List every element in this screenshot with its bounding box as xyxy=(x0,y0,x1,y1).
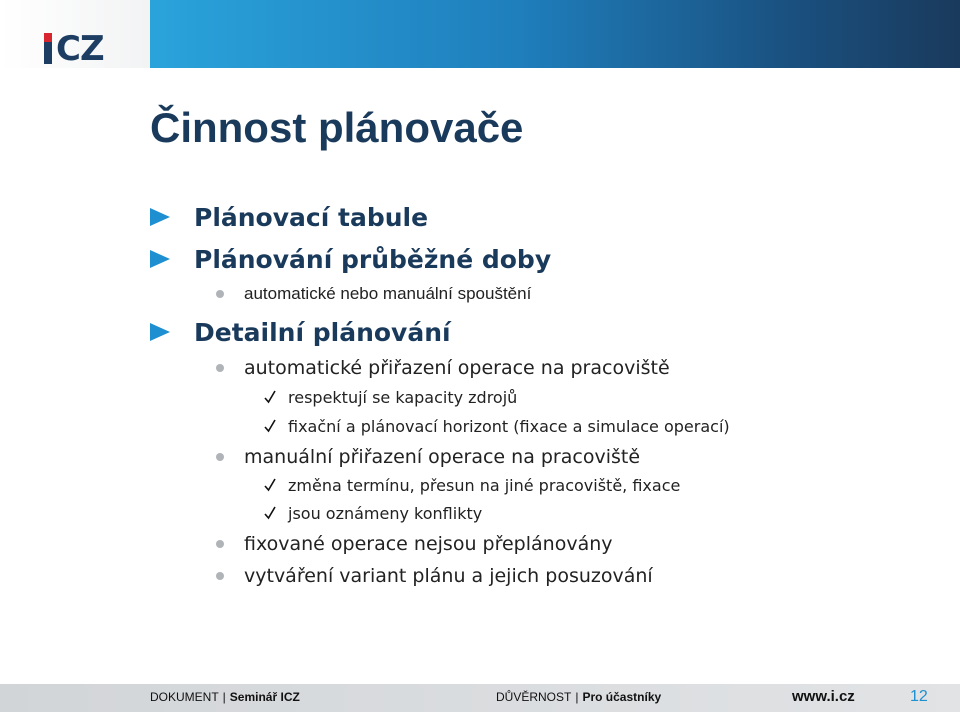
page-number: 12 xyxy=(910,688,928,705)
header-band xyxy=(150,0,960,68)
dot-bullet-icon xyxy=(216,453,224,461)
checkmark-icon xyxy=(264,389,276,405)
bullet-text: Plánovací tabule xyxy=(194,202,429,232)
bullet-level1 xyxy=(150,314,451,350)
footer-confidentiality xyxy=(496,690,661,704)
dot-bullet-icon xyxy=(216,290,224,298)
icz-logo xyxy=(44,29,104,69)
bullet-level3 xyxy=(264,413,730,439)
footer-conf-value: Pro účastníky xyxy=(582,690,662,704)
footer-separator: | xyxy=(222,690,226,704)
bullet-level1 xyxy=(150,199,428,235)
footer-document xyxy=(150,690,300,704)
footer-doc-label: DOKUMENT xyxy=(150,690,219,704)
bullet-text: Plánování průběžné doby xyxy=(194,244,552,274)
dot-bullet-icon xyxy=(216,572,224,580)
bullet-text: automatické přiřazení operace na pracoviště xyxy=(244,357,670,379)
checkmark-icon xyxy=(264,418,276,434)
bullet-text: respektují se kapacity zdrojů xyxy=(288,387,518,407)
bullet-text: jsou oznámeny konflikty xyxy=(288,503,483,523)
footer-conf-label: DŮVĚRNOST xyxy=(496,690,572,704)
checkmark-icon xyxy=(264,505,276,521)
bullet-text: Detailní plánování xyxy=(194,317,451,347)
checkmark-icon xyxy=(264,477,276,493)
bullet-level3 xyxy=(264,472,680,498)
footer-website-link[interactable]: www.i.cz xyxy=(792,688,855,705)
dot-bullet-icon xyxy=(216,540,224,548)
bullet-level3 xyxy=(264,500,482,526)
bullet-text: automatické nebo manuální spouštění xyxy=(244,284,532,303)
bullet-text: fixované operace nejsou přeplánovány xyxy=(244,533,613,555)
triangle-bullet-icon xyxy=(150,323,170,341)
dot-bullet-icon xyxy=(216,364,224,372)
bullet-level2 xyxy=(216,280,531,308)
bullet-level1 xyxy=(150,241,551,277)
triangle-bullet-icon xyxy=(150,250,170,268)
bullet-text: změna termínu, přesun na jiné pracoviště, fixace xyxy=(288,475,681,495)
triangle-bullet-icon xyxy=(150,208,170,226)
logo-text: CZ xyxy=(56,29,104,69)
bullet-text: manuální přiřazení operace na pracoviště xyxy=(244,446,641,468)
footer-separator: | xyxy=(575,690,579,704)
footer-doc-value: Seminář ICZ xyxy=(229,690,300,704)
bullet-text: fixační a plánovací horizont (fixace a simulace operací) xyxy=(288,416,730,436)
bullet-level2 xyxy=(216,354,670,382)
bullet-level2 xyxy=(216,562,653,590)
slide-title: Činnost plánovače xyxy=(150,104,524,151)
bullet-level2 xyxy=(216,443,640,471)
bullet-level3 xyxy=(264,384,517,410)
bullet-level2 xyxy=(216,530,613,558)
bullet-text: vytváření variant plánu a jejich posuzování xyxy=(244,565,653,587)
logo-i-mark xyxy=(44,34,52,64)
